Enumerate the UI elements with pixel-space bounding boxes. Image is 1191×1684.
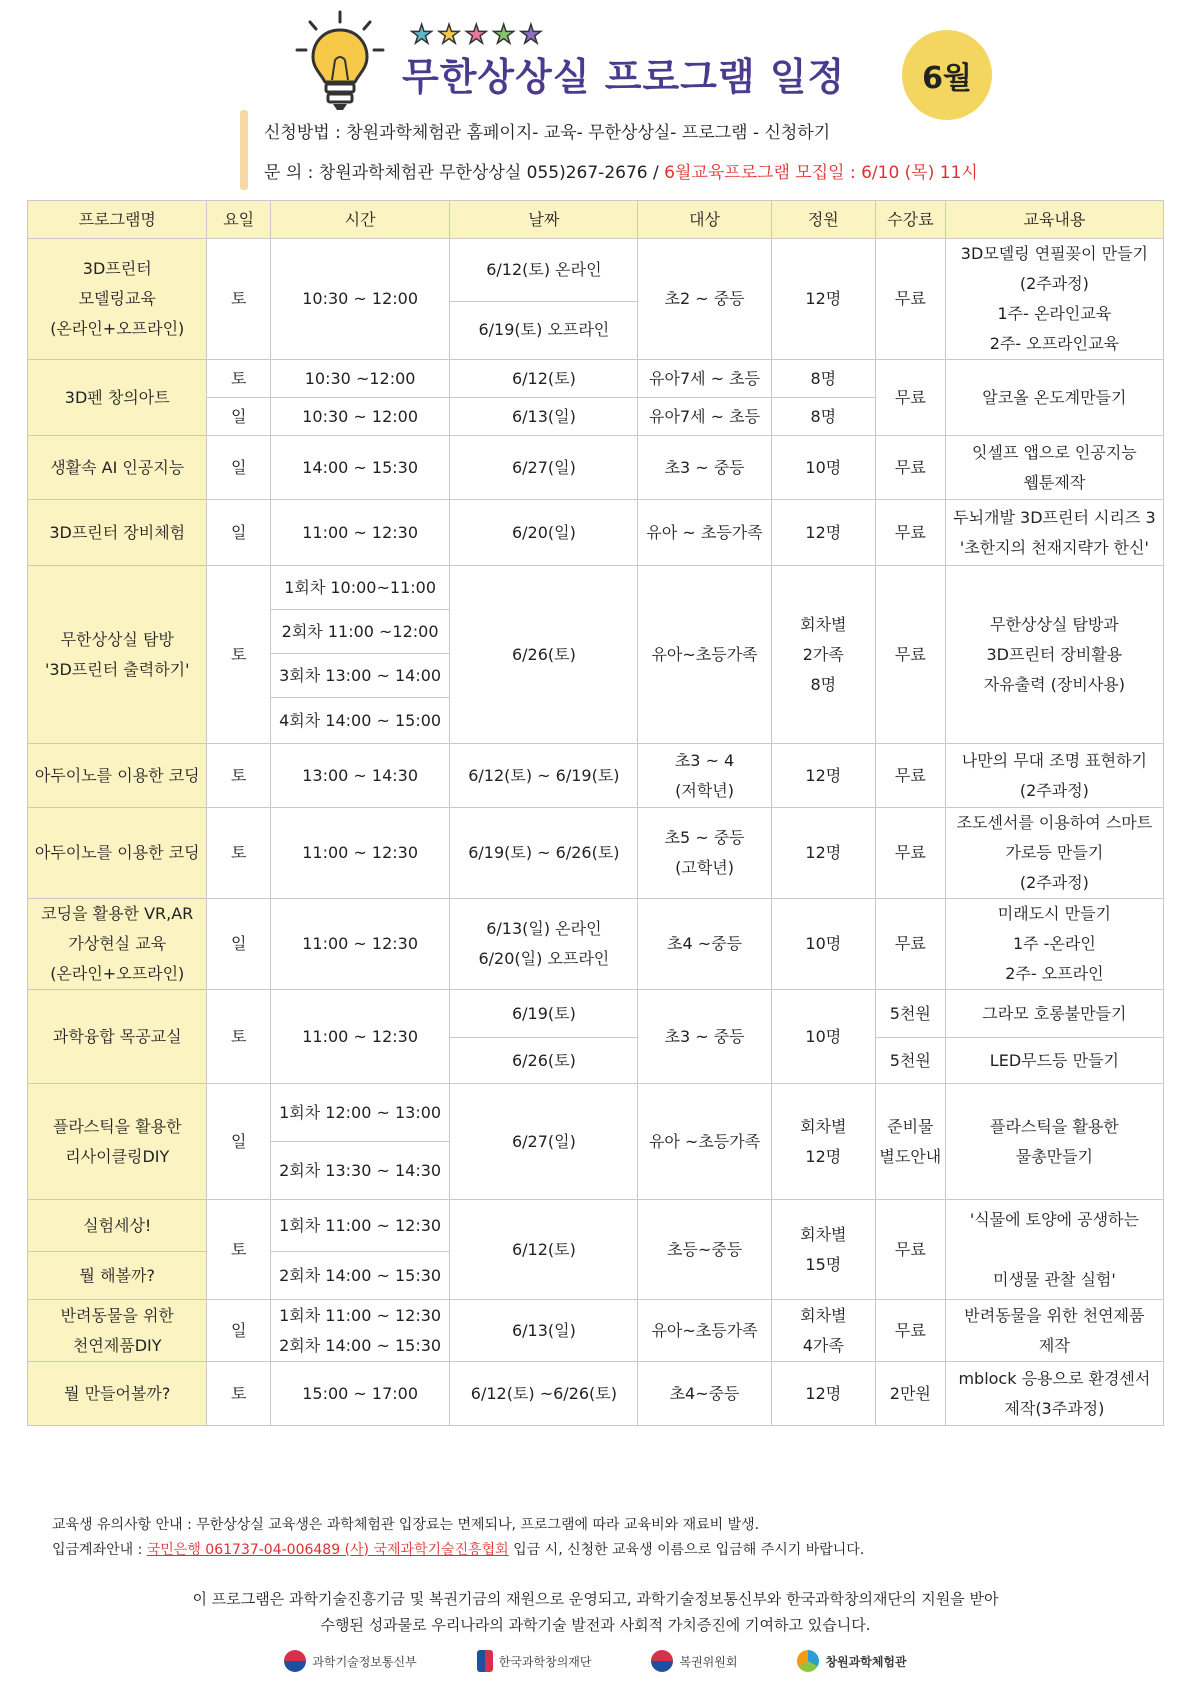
- table-row: [28, 1200, 1164, 1252]
- bank-account: 국민은행 061737-04-006489 (사) 국제과학기술진흥협회: [146, 1542, 509, 1558]
- time-cell: 11:00 ~ 12:30: [270, 990, 449, 1084]
- capacity-line: 15명: [805, 1254, 842, 1274]
- content-line: 나만의 무대 조명 표현하기: [961, 750, 1148, 770]
- time-cell: 11:00 ~ 12:30: [270, 899, 449, 990]
- table-row: [28, 566, 1164, 610]
- content-line: 제작(3주과정): [1004, 1398, 1105, 1418]
- program-name-line: 리사이클링DIY: [65, 1146, 170, 1166]
- time-cell: 1회차 11:00 ~ 12:30: [270, 1200, 449, 1252]
- target-cell: 유아 ~ 초등가족: [638, 500, 771, 566]
- time-line: 2회차 14:00 ~ 15:30: [279, 1335, 442, 1355]
- star-icon: ★: [491, 20, 516, 50]
- column-header: 정원: [771, 201, 875, 239]
- content-cell: [945, 744, 1163, 808]
- capacity-cell: 12명: [771, 1362, 875, 1426]
- content-line: 조도센서를 이용하여 스마트: [956, 813, 1153, 832]
- time-cell: 14:00 ~ 15:30: [270, 436, 449, 500]
- content-cell: [945, 566, 1163, 744]
- logo-label: 창원과학체험관: [825, 1654, 907, 1669]
- program-name-cell: 과학융합 목공교실: [28, 990, 207, 1084]
- star-row: [410, 22, 543, 48]
- program-name-line: (온라인+오프라인): [50, 319, 185, 338]
- changwon-logo-icon: [797, 1650, 819, 1672]
- time-cell: 10:30 ~ 12:00: [270, 239, 449, 360]
- content-line: (2주과정): [1019, 780, 1089, 800]
- program-name-line: 모델링교육: [78, 289, 156, 308]
- program-name-cell: [28, 566, 207, 744]
- target-line: 초3 ~ 4: [674, 750, 735, 770]
- target-line: (저학년): [675, 780, 734, 800]
- logo-kofac: [477, 1650, 592, 1672]
- account-line: [52, 1538, 864, 1563]
- content-line: 2주- 오프라인: [1005, 964, 1104, 983]
- table-header-row: [28, 201, 1164, 239]
- program-name-cell: [28, 899, 207, 990]
- capacity-line: 회차별: [800, 1116, 847, 1136]
- table-row: [28, 500, 1164, 566]
- recruit-date: 6월교육프로그램 모집일 : 6/10 (목) 11시: [664, 163, 978, 183]
- fee-cell: 무료: [875, 744, 945, 808]
- fee-cell: 무료: [875, 360, 945, 436]
- table-row: [28, 744, 1164, 808]
- time-line: 1회차 11:00 ~ 12:30: [279, 1305, 442, 1325]
- logo-label: 과학기술정보통신부: [312, 1654, 417, 1669]
- apply-method-text: 신청방법 : 창원과학체험관 홈페이지- 교육- 무한상상실- 프로그램 - 신청하기: [264, 123, 831, 143]
- day-cell: 토: [207, 360, 270, 398]
- content-cell: [945, 1300, 1163, 1362]
- content-line: 제작: [1038, 1335, 1070, 1355]
- time-cell: 10:30 ~ 12:00: [270, 398, 449, 436]
- fee-cell: 무료: [875, 1300, 945, 1362]
- time-cell: 11:00 ~ 12:30: [270, 808, 449, 899]
- account-instruction: 입금 시, 신청한 교육생 이름으로 입금해 주시기 바랍니다.: [508, 1542, 865, 1558]
- target-line: 초5 ~ 중등: [664, 828, 745, 847]
- day-cell: 토: [207, 808, 270, 899]
- content-line: 무한상상실 탐방과: [990, 614, 1119, 634]
- date-cell: 6/12(토) ~6/26(토): [450, 1362, 638, 1426]
- sponsor-logos: [0, 1650, 1191, 1672]
- program-name-line: 3D프린터: [82, 259, 152, 278]
- notice-line: 교육생 유의사항 안내 : 무한상상실 교육생은 과학체험관 입장료는 면제되나, 프로그램에 따라 교육비와 재료비 발생.: [52, 1517, 760, 1533]
- column-header: 날짜: [450, 201, 638, 239]
- program-name-line: 천연제품DIY: [72, 1335, 162, 1355]
- content-line: 물총만들기: [1015, 1146, 1094, 1166]
- capacity-cell: 10명: [771, 436, 875, 500]
- support-statement: [0, 1586, 1191, 1638]
- target-cell: 초등~중등: [638, 1200, 771, 1300]
- page-title: 무한상상실 프로그램 일정: [402, 55, 846, 99]
- target-cell: 유아~초등가족: [638, 566, 771, 744]
- column-header: 프로그램명: [28, 201, 207, 239]
- time-cell: 4회차 14:00 ~ 15:00: [270, 698, 449, 744]
- target-cell: 초4 ~중등: [638, 899, 771, 990]
- content-line: 3D프린터 장비활용: [986, 644, 1123, 664]
- program-name-line: 반려동물을 위한: [60, 1305, 174, 1325]
- table-row: [28, 1362, 1164, 1426]
- page-header: [0, 0, 1191, 200]
- content-cell: [945, 239, 1163, 360]
- content-line: 미래도시 만들기: [997, 904, 1112, 923]
- target-cell: 초3 ~ 중등: [638, 990, 771, 1084]
- capacity-cell: 10명: [771, 899, 875, 990]
- program-name-cell: 생활속 AI 인공지능: [28, 436, 207, 500]
- day-cell: 토: [207, 1362, 270, 1426]
- day-cell: 토: [207, 990, 270, 1084]
- content-cell: [945, 808, 1163, 899]
- capacity-cell: [771, 1084, 875, 1200]
- support-line: 수행된 성과물로 우리나라의 과학기술 발전과 사회적 가치증진에 기여하고 있습니다.: [320, 1616, 871, 1634]
- content-line: 잇셀프 앱으로 인공지능: [972, 442, 1137, 462]
- taegeuk-icon: [284, 1650, 306, 1672]
- logo-msit: [284, 1650, 416, 1672]
- capacity-line: 회차별: [800, 614, 847, 634]
- content-cell: [945, 1362, 1163, 1426]
- date-cell: 6/19(토) ~ 6/26(토): [450, 808, 638, 899]
- content-line: 1주 -온라인: [1012, 934, 1096, 953]
- content-cell: 그라모 호롱불만들기: [945, 990, 1163, 1038]
- time-cell: 3회차 13:00 ~ 14:00: [270, 654, 449, 698]
- day-cell: 토: [207, 744, 270, 808]
- fee-cell: 무료: [875, 436, 945, 500]
- fee-line: 별도안내: [879, 1146, 942, 1166]
- capacity-cell: 12명: [771, 500, 875, 566]
- program-name-cell: 3D펜 창의아트: [28, 360, 207, 436]
- date-cell: 6/13(일): [450, 398, 638, 436]
- date-cell: 6/19(토) 오프라인: [450, 301, 638, 359]
- time-cell: [270, 1300, 449, 1362]
- star-icon: ★: [437, 20, 461, 50]
- fee-cell: 2만원: [875, 1362, 945, 1426]
- month-badge: 6월: [902, 30, 992, 120]
- content-cell: [945, 500, 1163, 566]
- capacity-cell: 12명: [771, 744, 875, 808]
- program-name-cell: [28, 1300, 207, 1362]
- content-cell: [945, 1084, 1163, 1200]
- day-cell: 일: [207, 500, 270, 566]
- table-row: [28, 436, 1164, 500]
- program-name-cell: [28, 239, 207, 360]
- program-name-cell: 아두이노를 이용한 코딩: [28, 744, 207, 808]
- table-row: [28, 1300, 1164, 1362]
- day-cell: 일: [207, 1300, 270, 1362]
- support-line: 이 프로그램은 과학기술진흥기금 및 복권기금의 재원으로 운영되고, 과학기술정보통신부와 한국과학창의재단의 지원을 받아: [192, 1590, 999, 1608]
- date-cell: [450, 899, 638, 990]
- content-line: (2주과정): [1019, 873, 1089, 892]
- content-line: 2주- 오프라인교육: [989, 334, 1119, 353]
- day-cell: 일: [207, 436, 270, 500]
- date-cell: 6/26(토): [450, 566, 638, 744]
- capacity-cell: 12명: [771, 808, 875, 899]
- day-cell: 일: [207, 899, 270, 990]
- date-cell: 6/19(토): [450, 990, 638, 1038]
- program-name-line: (온라인+오프라인): [50, 964, 185, 983]
- content-cell: [945, 436, 1163, 500]
- content-line: (2주과정): [1019, 274, 1089, 293]
- column-header: 교육내용: [945, 201, 1163, 239]
- content-line: 3D모델링 연필꽂이 만들기: [960, 244, 1148, 263]
- target-cell: 유아7세 ~ 초등: [638, 398, 771, 436]
- program-name-line: 가상현실 교육: [68, 934, 167, 953]
- capacity-line: 회차별: [800, 1224, 847, 1244]
- content-cell: [945, 899, 1163, 990]
- capacity-cell: 12명: [771, 239, 875, 360]
- fee-cell: 무료: [875, 1200, 945, 1300]
- table-row: [28, 239, 1164, 302]
- program-schedule-table: [27, 200, 1164, 1426]
- program-name-cell: 뭘 만들어볼까?: [28, 1362, 207, 1426]
- content-line: 미생물 관찰 실험': [993, 1269, 1116, 1289]
- fee-cell: 무료: [875, 899, 945, 990]
- content-line: 가로등 만들기: [1005, 843, 1104, 862]
- program-name-line: 무한상상실 탐방: [60, 629, 174, 649]
- fee-cell: 무료: [875, 239, 945, 360]
- time-cell: 10:30 ~12:00: [270, 360, 449, 398]
- time-cell: 2회차 14:00 ~ 15:30: [270, 1252, 449, 1300]
- date-cell: 6/13(일): [450, 1300, 638, 1362]
- content-line: 플라스틱을 활용한: [990, 1116, 1119, 1136]
- date-line: 6/20(일) 오프라인: [478, 949, 610, 968]
- content-line: '초한지의 천재지략가 한신': [959, 537, 1149, 557]
- content-line: 자유출력 (장비사용): [983, 674, 1125, 694]
- program-name-cell: 아두이노를 이용한 코딩: [28, 808, 207, 899]
- logo-changwon-science: [797, 1650, 906, 1672]
- capacity-line: 4가족: [802, 1335, 844, 1355]
- date-cell: 6/12(토): [450, 1200, 638, 1300]
- taegeuk-icon: [651, 1650, 673, 1672]
- logo-lottery: [651, 1650, 737, 1672]
- content-line: mblock 응용으로 환경센서: [958, 1368, 1151, 1388]
- kofac-logo-icon: [477, 1650, 493, 1672]
- fee-line: 준비물: [887, 1116, 934, 1136]
- capacity-cell: 10명: [771, 990, 875, 1084]
- inquiry-contact: 문 의 : 창원과학체험관 무한상상실 055)267-2676 /: [264, 163, 665, 183]
- target-cell: 초4~중등: [638, 1362, 771, 1426]
- fee-cell: 5천원: [875, 1038, 945, 1084]
- fee-cell: 무료: [875, 500, 945, 566]
- content-spacer: [948, 1235, 1161, 1265]
- capacity-line: 8명: [810, 674, 837, 694]
- time-cell: 2회차 11:00 ~12:00: [270, 610, 449, 654]
- time-cell: 1회차 12:00 ~ 13:00: [270, 1084, 449, 1142]
- target-cell: 유아 ~초등가족: [638, 1084, 771, 1200]
- table-row: [28, 1084, 1164, 1142]
- table-row: [28, 360, 1164, 398]
- star-icon: ★: [464, 20, 488, 50]
- content-cell: LED무드등 만들기: [945, 1038, 1163, 1084]
- day-cell: 토: [207, 566, 270, 744]
- capacity-line: 2가족: [802, 644, 844, 664]
- date-line: 6/13(일) 온라인: [486, 919, 602, 938]
- star-icon: ★: [519, 20, 543, 50]
- fee-cell: 무료: [875, 808, 945, 899]
- column-header: 대상: [638, 201, 771, 239]
- content-line: '식물에 토양에 공생하는: [969, 1209, 1139, 1229]
- inquiry-text: [264, 158, 978, 183]
- capacity-cell: [771, 566, 875, 744]
- fee-cell: 무료: [875, 566, 945, 744]
- content-cell: [945, 1200, 1163, 1300]
- time-cell: 1회차 10:00~11:00: [270, 566, 449, 610]
- logo-label: 복권위원회: [679, 1654, 738, 1669]
- capacity-line: 12명: [805, 1146, 842, 1166]
- target-cell: 초3 ~ 중등: [638, 436, 771, 500]
- info-accent-bar: [240, 110, 248, 190]
- program-name-cell: 실험세상!: [28, 1200, 207, 1252]
- program-name-line: 플라스틱을 활용한: [52, 1116, 182, 1136]
- column-header: 수강료: [875, 201, 945, 239]
- target-line: (고학년): [675, 858, 734, 877]
- time-cell: 15:00 ~ 17:00: [270, 1362, 449, 1426]
- target-cell: [638, 808, 771, 899]
- day-cell: 일: [207, 1084, 270, 1200]
- date-cell: 6/26(토): [450, 1038, 638, 1084]
- time-cell: 11:00 ~ 12:30: [270, 500, 449, 566]
- date-cell: 6/20(일): [450, 500, 638, 566]
- content-line: 두뇌개발 3D프린터 시리즈 3: [953, 507, 1156, 527]
- lightbulb-icon: [295, 10, 385, 115]
- program-name-line: 코딩을 활용한 VR,AR: [41, 904, 194, 923]
- capacity-cell: [771, 1300, 875, 1362]
- table-row: [28, 808, 1164, 899]
- table-row: [28, 990, 1164, 1038]
- content-cell: 알코올 온도계만들기: [945, 360, 1163, 436]
- fee-cell: [875, 1084, 945, 1200]
- time-cell: 13:00 ~ 14:30: [270, 744, 449, 808]
- target-cell: 유아7세 ~ 초등: [638, 360, 771, 398]
- date-cell: 6/27(일): [450, 436, 638, 500]
- target-cell: 초2 ~ 중등: [638, 239, 771, 360]
- capacity-cell: [771, 1200, 875, 1300]
- capacity-line: 회차별: [800, 1305, 847, 1325]
- star-icon: ★: [410, 20, 434, 50]
- column-header: 시간: [270, 201, 449, 239]
- target-cell: 유아~초등가족: [638, 1300, 771, 1362]
- program-name-cell: 뭘 해볼까?: [28, 1252, 207, 1300]
- notice-section: [52, 1513, 864, 1563]
- date-cell: 6/12(토) 온라인: [450, 239, 638, 302]
- day-cell: 일: [207, 398, 270, 436]
- capacity-cell: 8명: [771, 398, 875, 436]
- program-name-line: '3D프린터 출력하기': [44, 659, 190, 679]
- column-header: 요일: [207, 201, 270, 239]
- date-cell: 6/12(토) ~ 6/19(토): [450, 744, 638, 808]
- date-cell: 6/12(토): [450, 360, 638, 398]
- content-line: 반려동물을 위한 천연제품: [964, 1305, 1145, 1325]
- content-line: 1주- 온라인교육: [997, 304, 1112, 323]
- account-label: 입금계좌안내 :: [52, 1542, 147, 1558]
- content-line: 웹툰제작: [1023, 472, 1086, 492]
- day-cell: 토: [207, 239, 270, 360]
- table-row: [28, 899, 1164, 990]
- program-name-cell: [28, 1084, 207, 1200]
- capacity-cell: 8명: [771, 360, 875, 398]
- fee-cell: 5천원: [875, 990, 945, 1038]
- logo-label: 한국과학창의재단: [498, 1654, 592, 1669]
- time-cell: 2회차 13:30 ~ 14:30: [270, 1142, 449, 1200]
- date-cell: 6/27(일): [450, 1084, 638, 1200]
- target-cell: [638, 744, 771, 808]
- program-name-cell: 3D프린터 장비체험: [28, 500, 207, 566]
- day-cell: 토: [207, 1200, 270, 1300]
